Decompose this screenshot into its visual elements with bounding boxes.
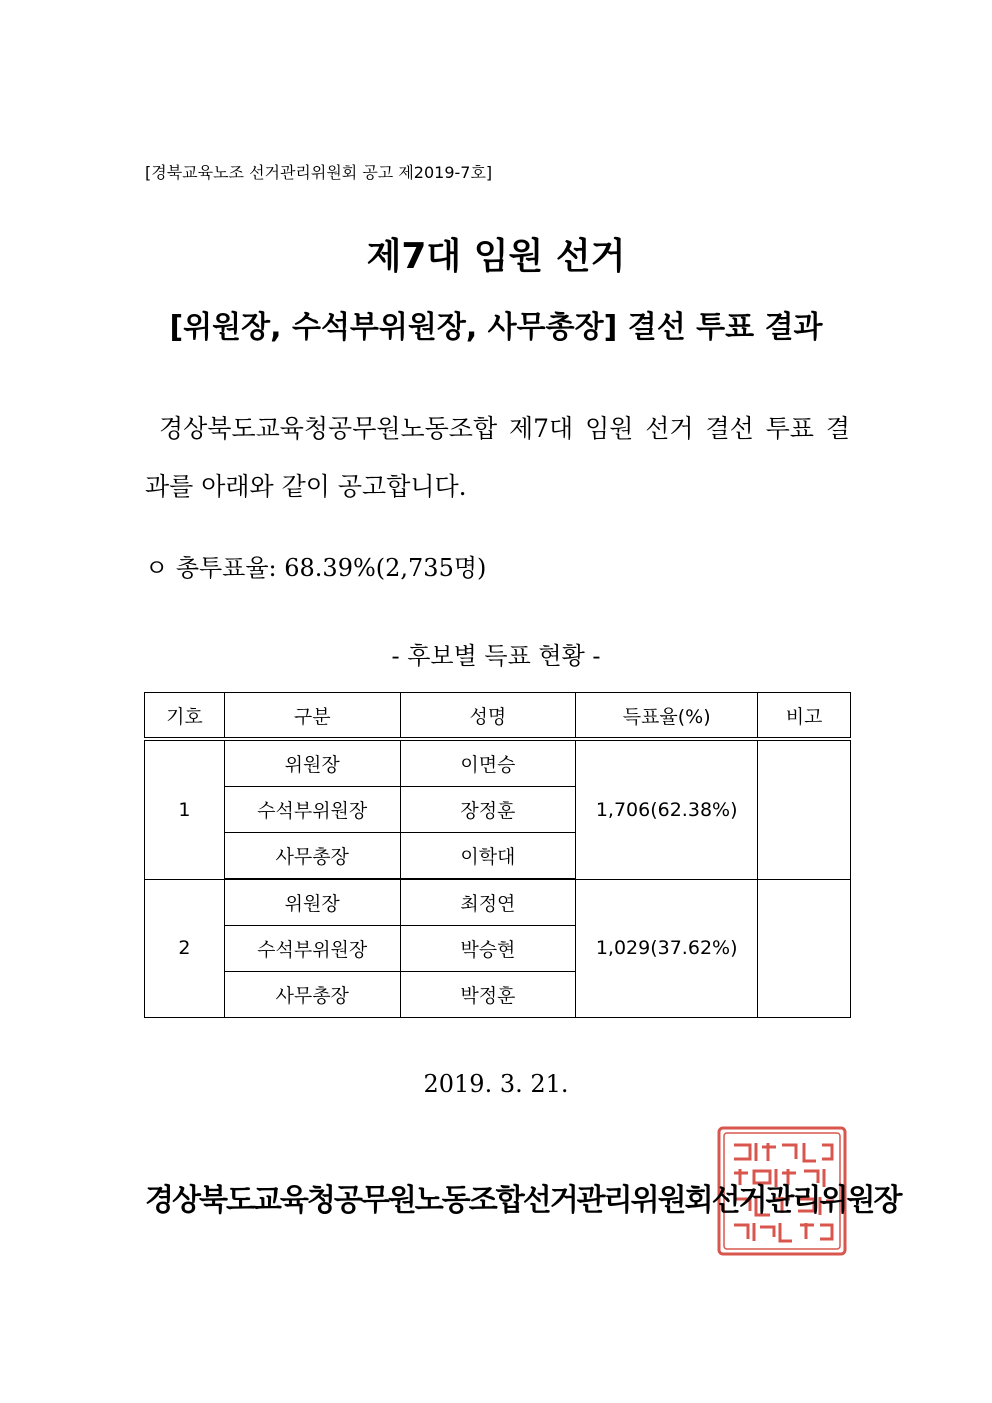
table-row	[145, 879, 851, 926]
issuer-name: 경상북도교육청공무원노동조합선거관리위원회선거관리위원장	[145, 1183, 901, 1218]
position-cell: 수석부위원장	[224, 926, 400, 972]
turnout-rate: ㅇ 총투표율: 68.39%(2,735명)	[145, 554, 487, 582]
announcement-date: 2019. 3. 21.	[423, 1070, 569, 1098]
candidate-name: 최정연	[400, 879, 576, 926]
candidate-number: 1	[145, 739, 225, 879]
intro-paragraph: 경상북도교육청공무원노동조합 제7대 임원 선거 결선 투표 결과를 아래와 같이 공고합니다.	[145, 414, 850, 501]
candidate-number: 2	[145, 879, 225, 1018]
candidate-name: 장정훈	[400, 787, 576, 833]
position-cell: 위원장	[224, 739, 400, 787]
candidate-name: 이면승	[400, 739, 576, 787]
header-number: 기호	[145, 693, 225, 740]
candidate-name: 박승현	[400, 926, 576, 972]
table-title: - 후보별 득표 현황 -	[391, 642, 601, 670]
page-subtitle: [위원장, 수석부위원장, 사무총장] 결선 투표 결과	[169, 310, 823, 345]
header-position: 구분	[224, 693, 400, 740]
position-cell: 사무총장	[224, 833, 400, 880]
position-cell: 위원장	[224, 879, 400, 926]
header-name: 성명	[400, 693, 576, 740]
vote-result: 1,706(62.38%)	[576, 739, 758, 879]
notice-number: [경북교육노조 선거관리위원회 공고 제2019-7호]	[145, 163, 493, 182]
position-cell: 사무총장	[224, 972, 400, 1018]
position-cell: 수석부위원장	[224, 787, 400, 833]
candidate-name: 이학대	[400, 833, 576, 880]
header-votes: 득표율(%)	[576, 693, 758, 740]
header-note: 비고	[758, 693, 851, 740]
table-header-row	[145, 693, 851, 740]
vote-result: 1,029(37.62%)	[576, 879, 758, 1018]
table-row	[145, 739, 851, 787]
note-cell	[758, 739, 851, 879]
note-cell	[758, 879, 851, 1018]
results-table	[144, 692, 851, 1018]
page-title: 제7대 임원 선거	[366, 236, 626, 277]
candidate-name: 박정훈	[400, 972, 576, 1018]
